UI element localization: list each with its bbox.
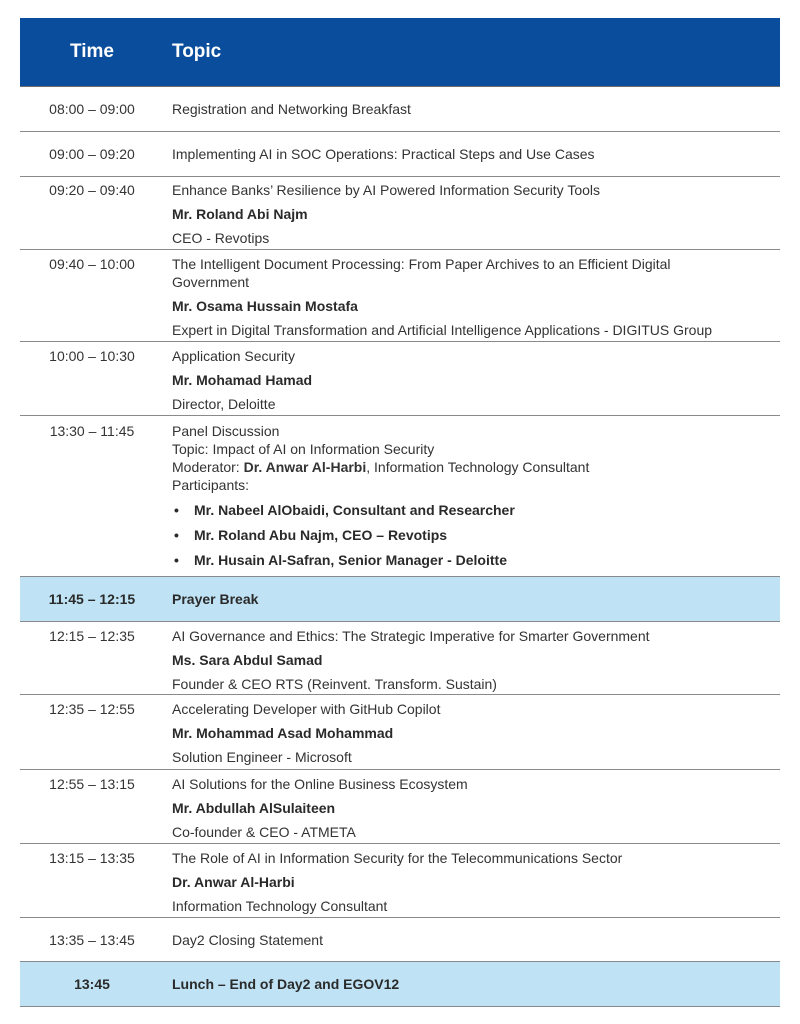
table-row-lunch <box>20 962 780 1007</box>
row-time: 13:15 – 13:35 <box>49 850 135 866</box>
table-header <box>20 18 780 87</box>
participants-label: Participants: <box>172 477 250 493</box>
row-time: 13:35 – 13:45 <box>49 931 135 948</box>
participant-item <box>172 526 780 544</box>
participant-item <box>172 551 780 569</box>
row-title-line2: Government <box>172 274 250 290</box>
bullet-icon: • <box>174 527 179 543</box>
speaker-name: Mr. Osama Hussain Mostafa <box>172 298 358 314</box>
table-row <box>20 695 780 770</box>
speaker-name: Ms. Sara Abdul Samad <box>172 652 323 668</box>
speaker-role: CEO - Revotips <box>172 230 270 246</box>
row-title: Prayer Break <box>172 591 259 607</box>
row-title: Lunch – End of Day2 and EGOV12 <box>172 976 400 992</box>
table-row <box>20 918 780 962</box>
row-title: The Role of AI in Information Security for the Telecommunications Sector <box>172 850 623 866</box>
table-row <box>20 770 780 844</box>
table-row <box>20 250 780 342</box>
table-row-panel <box>20 416 780 577</box>
speaker-name: Mr. Roland Abi Najm <box>172 206 308 222</box>
row-time: 09:40 – 10:00 <box>49 256 135 272</box>
table-row <box>20 622 780 695</box>
row-time: 09:20 – 09:40 <box>49 182 135 198</box>
speaker-name: Mr. Mohammad Asad Mohammad <box>172 725 394 741</box>
row-title: Application Security <box>172 348 295 364</box>
row-title: Registration and Networking Breakfast <box>172 101 411 117</box>
speaker-role: Co-founder & CEO - ATMETA <box>172 824 356 840</box>
moderator-suffix: , Information Technology Consultant <box>366 459 590 475</box>
bullet-icon: • <box>174 502 179 518</box>
bullet-icon: • <box>174 552 179 568</box>
speaker-name: Mr. Mohamad Hamad <box>172 372 313 388</box>
table-row <box>20 342 780 416</box>
row-title: Panel Discussion <box>172 423 280 439</box>
row-title: AI Governance and Ethics: The Strategic Imperative for Smarter Government <box>172 628 650 644</box>
panel-moderator <box>172 458 780 476</box>
table-row <box>20 844 780 918</box>
participant-name: Mr. Nabeel AlObaidi, Consultant and Researcher <box>194 502 515 518</box>
moderator-prefix: Moderator: <box>172 459 244 475</box>
speaker-name: Dr. Anwar Al-Harbi <box>172 874 295 890</box>
header-time: Time <box>69 41 114 62</box>
row-title: Enhance Banks’ Resilience by AI Powered Information Security Tools <box>172 182 601 198</box>
table-row <box>20 87 780 132</box>
participant-name: Mr. Husain Al-Safran, Senior Manager - Deloitte <box>194 552 507 568</box>
row-time: 13:45 <box>74 976 110 992</box>
row-time: 11:45 – 12:15 <box>48 591 136 607</box>
row-time: 12:55 – 13:15 <box>49 776 135 792</box>
row-time: 10:00 – 10:30 <box>49 348 135 364</box>
row-time: 12:35 – 12:55 <box>49 701 135 717</box>
participant-item <box>172 501 780 519</box>
participant-name: Mr. Roland Abu Najm, CEO – Revotips <box>194 527 448 543</box>
speaker-role: Expert in Digital Transformation and Artificial Intelligence Applications - DIGITUS Group <box>172 322 713 338</box>
row-title: Implementing AI in SOC Operations: Practical Steps and Use Cases <box>172 146 595 162</box>
table-row-break <box>20 577 780 622</box>
row-time: 13:30 – 11:45 <box>49 423 135 439</box>
panel-topic: Topic: Impact of AI on Information Security <box>172 441 435 457</box>
row-time: 08:00 – 09:00 <box>49 101 135 117</box>
row-time: 09:00 – 09:20 <box>49 146 135 162</box>
speaker-role: Information Technology Consultant <box>172 898 388 914</box>
row-title: Day2 Closing Statement <box>172 931 323 948</box>
speaker-role: Director, Deloitte <box>172 396 276 412</box>
participants-list <box>172 501 780 569</box>
row-title: Accelerating Developer with GitHub Copilot <box>172 701 441 717</box>
row-title-line1: The Intelligent Document Processing: From Paper Archives to an Efficient Digital <box>172 256 671 272</box>
table-row <box>20 177 780 250</box>
header-topic: Topic <box>172 41 222 62</box>
row-title: AI Solutions for the Online Business Ecosystem <box>172 776 468 792</box>
table-row <box>20 132 780 177</box>
row-time: 12:15 – 12:35 <box>49 628 135 644</box>
moderator-name: Dr. Anwar Al-Harbi <box>243 459 367 475</box>
agenda-table <box>20 18 780 1007</box>
speaker-name: Mr. Abdullah AlSulaiteen <box>172 800 336 816</box>
speaker-role: Solution Engineer - Microsoft <box>172 749 352 765</box>
speaker-role: Founder & CEO RTS (Reinvent. Transform. Sustain) <box>172 676 497 692</box>
